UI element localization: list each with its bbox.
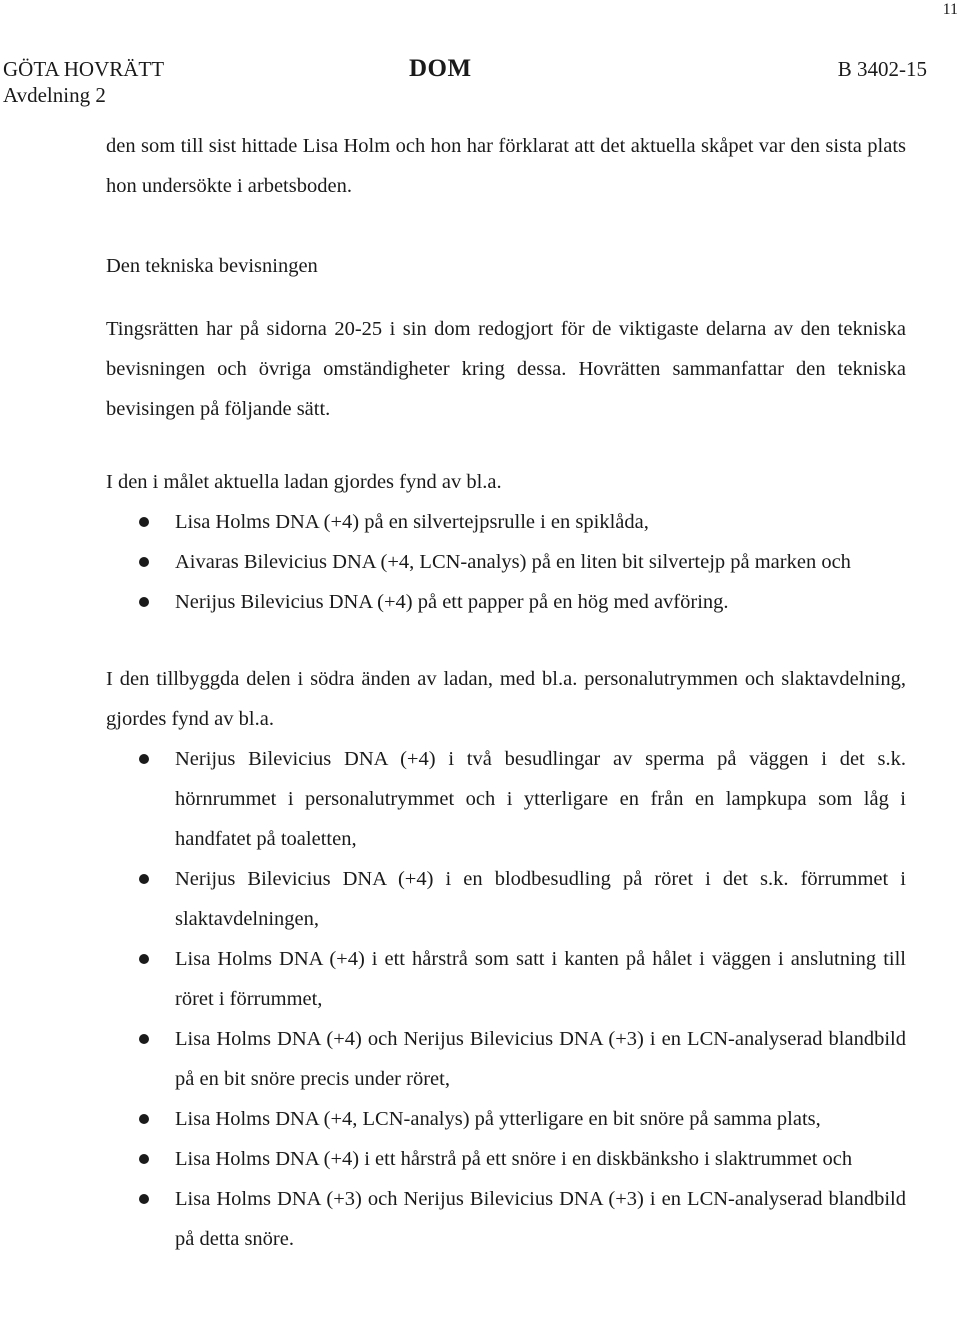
list-item <box>106 1019 906 1099</box>
finding-text: Lisa Holms DNA (+4) i ett hårstrå på ett snöre i en diskbänksho i slaktrummet och <box>175 1148 853 1170</box>
list-item <box>106 939 906 1019</box>
court-division: Avdelning 2 <box>3 83 106 107</box>
list-item <box>106 739 906 859</box>
list-item <box>106 1139 906 1179</box>
finding-text: Lisa Holms DNA (+4) och Nerijus Bilevicius DNA (+3) i en LCN-analyserad blandbild på en bit snöre precis under röret, <box>175 1028 906 1090</box>
finding-text: Lisa Holms DNA (+4) i ett hårstrå som satt i kanten på hålet i väggen i anslutning till röret i förrummet, <box>175 948 906 1010</box>
barn-findings-intro: I den i målet aktuella ladan gjordes fynd av bl.a. <box>106 471 502 493</box>
finding-text: Aivaras Bilevicius DNA (+4, LCN-analys) på en liten bit silvertejp på marken och <box>175 551 851 573</box>
bullet-icon <box>139 1114 149 1124</box>
bullet-icon <box>139 754 149 764</box>
barn-findings-list <box>106 502 906 622</box>
bullet-icon <box>139 1034 149 1044</box>
extension-findings-list <box>106 739 906 1259</box>
extension-findings-intro: I den tillbyggda delen i södra änden av ladan, med bl.a. personalutrymmen och slaktavdelning, gjordes fynd av bl.a. <box>106 668 906 730</box>
finding-text: Nerijus Bilevicius DNA (+4) i två besudlingar av sperma på väggen i det s.k. hörnrummet i personalutrymmet och i ytterligare en från en lampkupa som låg i handfatet på toaletten, <box>175 748 906 850</box>
bullet-icon <box>139 1154 149 1164</box>
case-number: B 3402-15 <box>837 57 927 81</box>
bullet-icon <box>139 954 149 964</box>
bullet-icon <box>139 597 149 607</box>
intro-paragraph: den som till sist hittade Lisa Holm och hon har förklarat att det aktuella skåpet var den sista plats hon undersökte i arbetsboden. <box>106 135 906 197</box>
list-item <box>106 582 906 622</box>
list-item <box>106 1179 906 1259</box>
document-body <box>106 126 906 1259</box>
list-item <box>106 1099 906 1139</box>
bullet-icon <box>139 557 149 567</box>
bullet-icon <box>139 874 149 884</box>
finding-text: Nerijus Bilevicius DNA (+4) på ett papper på en hög med avföring. <box>175 591 729 613</box>
document-type: DOM <box>409 55 472 82</box>
list-item <box>106 542 906 582</box>
section-heading: Den tekniska bevisningen <box>106 255 318 277</box>
finding-text: Lisa Holms DNA (+4, LCN-analys) på ytterligare en bit snöre på samma plats, <box>175 1108 821 1130</box>
list-item <box>106 859 906 939</box>
bullet-icon <box>139 1194 149 1204</box>
court-name: GÖTA HOVRÄTT <box>3 57 165 81</box>
bullet-icon <box>139 517 149 527</box>
summary-paragraph: Tingsrätten har på sidorna 20-25 i sin dom redogjort för de viktigaste delarna av den tekniska bevisningen och övriga omständigheter kring dessa. Hovrätten sammanfattar den tekniska bevisingen på följande sätt. <box>106 318 906 420</box>
finding-text: Lisa Holms DNA (+4) på en silvertejpsrulle i en spiklåda, <box>175 511 649 533</box>
finding-text: Lisa Holms DNA (+3) och Nerijus Bilevicius DNA (+3) i en LCN-analyserad blandbild på detta snöre. <box>175 1188 906 1250</box>
list-item <box>106 502 906 542</box>
page-number: 11 <box>942 1 958 18</box>
document-header <box>3 56 927 112</box>
finding-text: Nerijus Bilevicius DNA (+4) i en blodbesudling på röret i det s.k. förrummet i slaktavdelningen, <box>175 868 906 930</box>
